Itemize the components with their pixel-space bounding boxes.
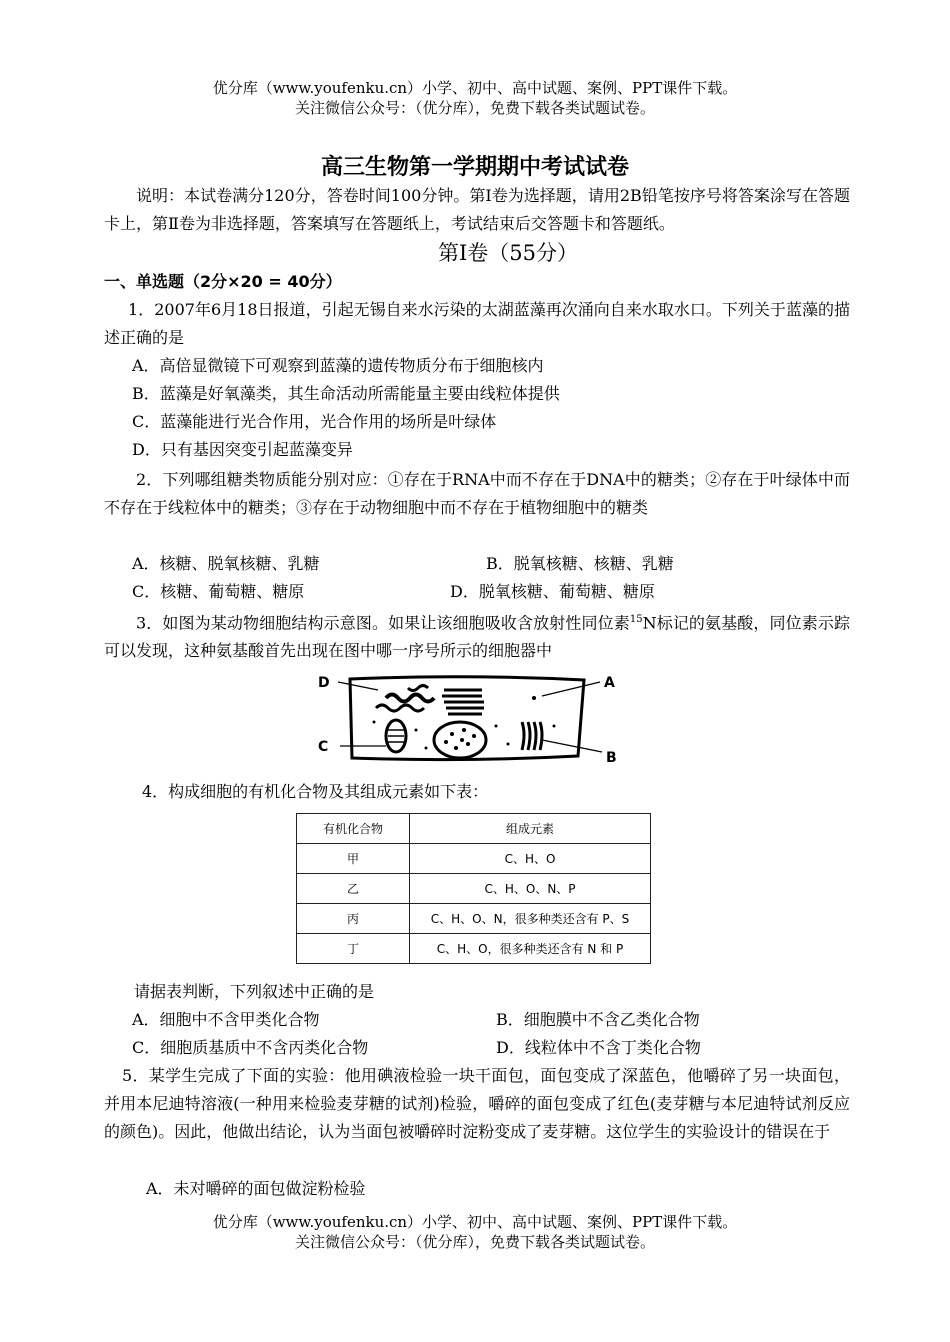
q1-option-a: A．高倍显微镜下可观察到蓝藻的遗传物质分布于细胞核内 <box>132 356 544 375</box>
table-row <box>297 844 651 874</box>
table-row <box>297 934 651 964</box>
isotope-superscript: 15 <box>629 614 643 625</box>
q5-stem: 5．某学生完成了下面的实验：他用碘液检验一块干面包，面包变成了深蓝色，他嚼碎了另一块面包，并用本尼迪特溶液(一种用来检验麦芽糖的试剂)检验，嚼碎的面包变成了红色(麦芽糖与本尼迪特试剂反应的颜色)。因此，他做出结论，认为当面包被嚼碎时淀粉变成了麦芽糖。这位学生的实验设计的错误在于 <box>104 1066 850 1141</box>
q4-option-c: C．细胞质基质中不含丙类化合物 <box>132 1038 369 1057</box>
table-cell: 乙 <box>297 874 410 904</box>
footer-line-1: 优分库（www.youfenku.cn）小学、初中、高中试题、案例、PPT课件下载。 <box>212 1213 738 1231</box>
q3-stem: 3．如图为某动物细胞结构示意图。如果让该细胞吸收含放射性同位素$^{15}$N标记的氨基酸，同位素示踪可以发现，这种氨基酸首先出现在图中哪一序号所示的细胞器中 <box>104 613 850 661</box>
q4-option-d: D．线粒体中不含丁类化合物 <box>496 1038 701 1057</box>
q4-prompt: 请据表判断，下列叙述中正确的是 <box>134 982 375 1001</box>
ribosome-dot <box>532 696 536 700</box>
table-header-cell: 组成元素 <box>410 814 651 844</box>
q1-option-b: B．蓝藻是好氧藻类，其生命活动所需能量主要由线粒体提供 <box>132 384 560 403</box>
q2-option-d: D．脱氧核糖、葡萄糖、糖原 <box>450 582 655 601</box>
chromatin-dot <box>450 732 454 736</box>
table-cell: 丁 <box>297 934 410 964</box>
label-c: C <box>318 739 329 755</box>
cell-structure-figure <box>316 670 636 766</box>
q4-stem: 4．构成细胞的有机化合物及其组成元素如下表： <box>142 782 489 801</box>
section-1-title: 一、单选题（2分×20 = 40分） <box>104 272 342 291</box>
footer-line-2: 关注微信公众号：（优分库），免费下载各类试题试卷。 <box>294 1233 655 1251</box>
label-d: D <box>318 675 330 691</box>
header-line-1: 优分库（www.youfenku.cn）小学、初中、高中试题、案例、PPT课件下载。 <box>212 79 738 97</box>
q2-option-a: A．核糖、脱氧核糖、乳糖 <box>132 554 320 573</box>
table-cell: C、H、O，很多种类还含有 N 和 P <box>410 934 651 964</box>
table-cell: C、H、O、N，很多种类还含有 P、S <box>410 904 651 934</box>
q5-option-a: A．未对嚼碎的面包做淀粉检验 <box>146 1179 366 1198</box>
table-row <box>297 904 651 934</box>
label-a: A <box>604 675 615 691</box>
label-b-line <box>542 740 602 752</box>
page-title: 高三生物第一学期期中考试试卷 <box>320 155 629 180</box>
q2-option-c: C．核糖、葡萄糖、糖原 <box>132 582 305 601</box>
table-header-row <box>297 814 651 844</box>
table-cell: C、H、O <box>410 844 651 874</box>
label-b: B <box>606 750 617 766</box>
label-d-line <box>338 682 378 690</box>
er-curve-2 <box>376 705 424 711</box>
q2-stem: 2．下列哪组糖类物质能分别对应：①存在于RNA中而不存在于DNA中的糖类；②存在于叶绿体中而不存在于线粒体中的糖类；③存在于动物细胞中而不存在于植物细胞中的糖类 <box>104 470 850 517</box>
q4-option-b: B．细胞膜中不含乙类化合物 <box>496 1010 700 1029</box>
q1-stem: 1．2007年6月18日报道，引起无锡自来水污染的太湖蓝藻再次涌向自来水取水口。下列关于蓝藻的描述正确的是 <box>104 300 850 347</box>
table-cell: 甲 <box>297 844 410 874</box>
q1-option-d: D．只有基因突变引起蓝藻变异 <box>132 440 353 459</box>
table-cell: 丙 <box>297 904 410 934</box>
volume-1-title: 第Ⅰ卷（55分） <box>438 241 579 265</box>
table-header-cell: 有机化合物 <box>297 814 410 844</box>
er-curve-3 <box>408 686 428 691</box>
organelle-b <box>522 722 542 750</box>
q4-option-a: A．细胞中不含甲类化合物 <box>132 1010 320 1029</box>
q1-option-c: C．蓝藻能进行光合作用，光合作用的场所是叶绿体 <box>132 412 497 431</box>
label-a-line <box>542 682 600 696</box>
er-curve-1 <box>386 695 434 702</box>
header-line-2: 关注微信公众号：（优分库），免费下载各类试题试卷。 <box>294 99 655 117</box>
table-cell: C、H、O、N、P <box>410 874 651 904</box>
table-row <box>297 874 651 904</box>
golgi-stacks <box>442 690 484 714</box>
compound-table <box>296 813 651 964</box>
instructions: 说明：本试卷满分120分，答卷时间100分钟。第Ⅰ卷为选择题，请用2B铅笔按序号将答案涂写在答题卡上，第Ⅱ卷为非选择题，答案填写在答题纸上，考试结束后交答题卡和答题纸。 <box>104 186 850 233</box>
q2-option-b: B．脱氧核糖、核糖、乳糖 <box>486 554 674 573</box>
